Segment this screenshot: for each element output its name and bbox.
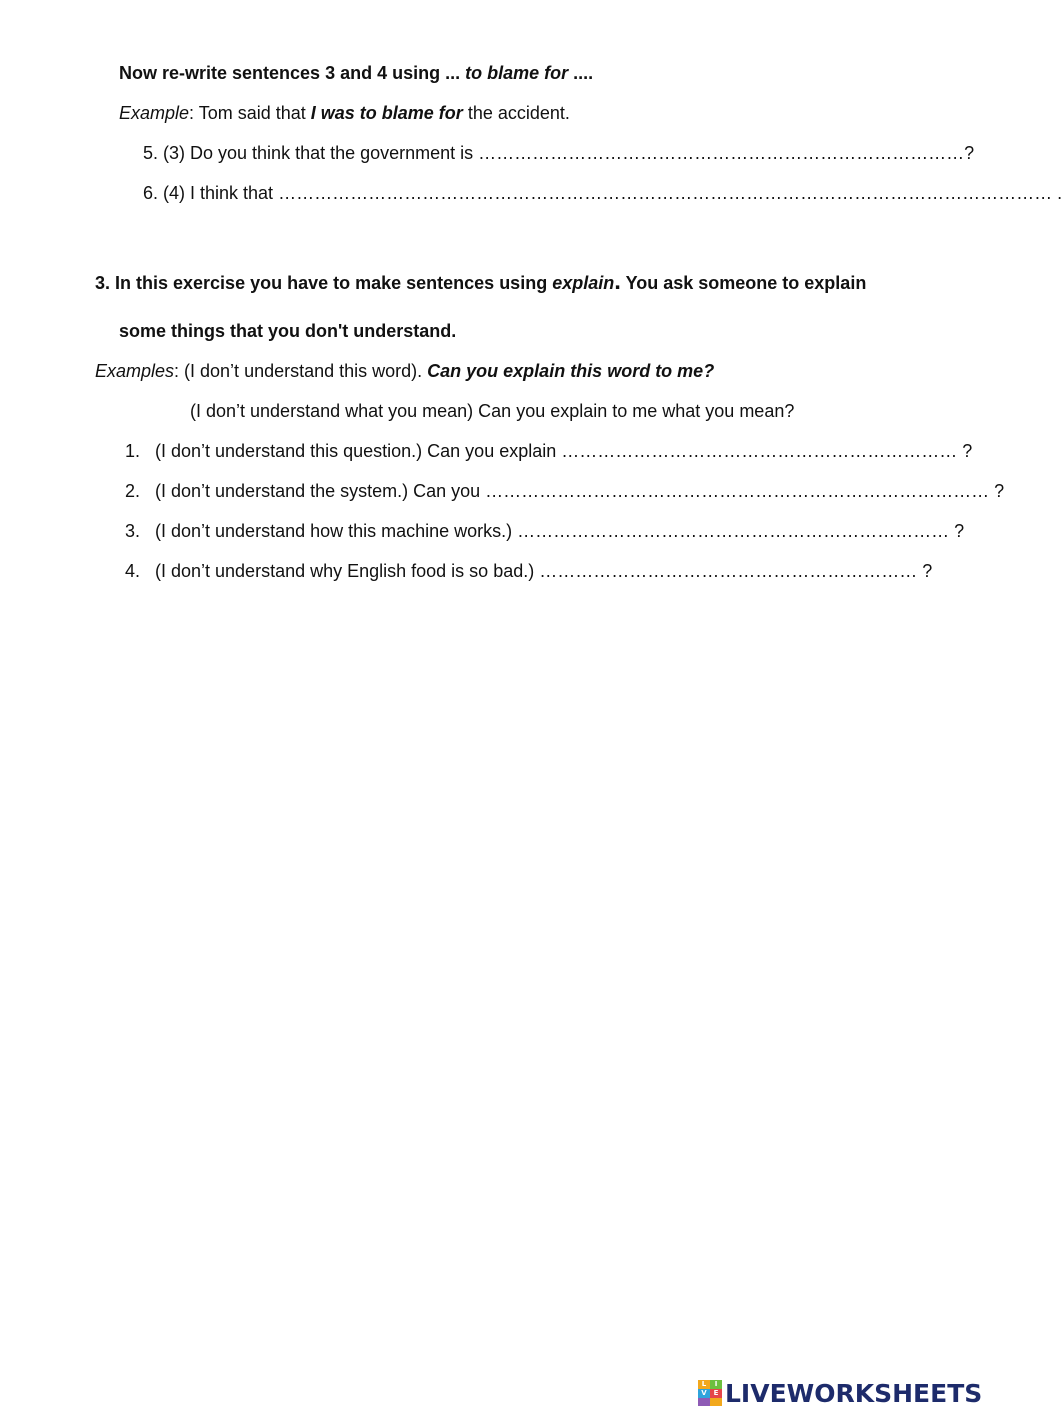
exercise-item-2 bbox=[125, 480, 1004, 502]
exercise-item-text: (I don’t understand the system.) Can you bbox=[155, 481, 486, 501]
exercise-item-5 bbox=[143, 142, 974, 164]
example-intro: : Tom said that bbox=[189, 103, 311, 123]
exercise-item-3 bbox=[125, 520, 964, 542]
exercise-item-text: (I don’t understand how this machine works.) bbox=[155, 521, 518, 541]
example-1-plain: : (I don’t understand this word). bbox=[174, 361, 428, 381]
exercise-item-end: ? bbox=[917, 561, 933, 581]
logo-mark-icon bbox=[698, 1380, 722, 1406]
rewrite-instruction-phrase: to blame for bbox=[465, 63, 569, 83]
logo-tile: E bbox=[710, 1389, 722, 1398]
rewrite-instruction-prefix: Now re-write sentences 3 and 4 using ... bbox=[119, 63, 466, 83]
answer-blank[interactable]: ………………………………………………………… bbox=[561, 441, 958, 461]
example-1-answer: Can you explain this word to me? bbox=[427, 361, 715, 381]
rewrite-instruction-suffix: .... bbox=[568, 63, 594, 83]
exercise-item-end: ? bbox=[964, 143, 975, 163]
item-number: 2. bbox=[125, 481, 141, 501]
heading-part1: 3. In this exercise you have to make sentences using bbox=[95, 273, 553, 293]
logo-tile: L bbox=[698, 1380, 710, 1389]
exercise-item-4 bbox=[125, 560, 932, 582]
item-number: 4. bbox=[125, 561, 141, 581]
answer-blank[interactable]: ……………………………………………………… bbox=[539, 561, 918, 581]
liveworksheets-logo[interactable] bbox=[698, 1376, 982, 1410]
answer-blank[interactable]: ……………………………………………………………………… bbox=[478, 143, 965, 163]
exercise-item-end: ? bbox=[957, 441, 973, 461]
rewrite-example bbox=[119, 102, 570, 124]
section-3-heading-line2: some things that you don't understand. bbox=[119, 321, 457, 341]
example-label: Example bbox=[119, 103, 190, 123]
answer-blank[interactable]: ……………………………………………………………… bbox=[517, 521, 950, 541]
answer-blank[interactable]: ………………………………………………………………………………………………………………… bbox=[278, 183, 1053, 203]
answer-blank[interactable]: ………………………………………………………………………… bbox=[485, 481, 990, 501]
heading-part2: You ask someone to explain bbox=[620, 273, 867, 293]
example-key-phrase: I was to blame for bbox=[310, 103, 463, 123]
examples-label: Examples bbox=[95, 361, 175, 381]
exercise-item-6 bbox=[143, 182, 1062, 204]
section-3-example-2: (I don’t understand what you mean) Can you explain to me what you mean? bbox=[190, 401, 795, 421]
logo-tile bbox=[698, 1398, 710, 1406]
exercise-item-text: (I don’t understand why English food is so bad.) bbox=[155, 561, 540, 581]
section-3-example-1 bbox=[95, 360, 714, 382]
rewrite-instruction bbox=[119, 62, 593, 84]
item-number: 3. bbox=[125, 521, 141, 541]
section-3-heading bbox=[95, 268, 867, 295]
logo-tile bbox=[710, 1398, 722, 1406]
exercise-item-text: (I don’t understand this question.) Can you explain bbox=[155, 441, 562, 461]
logo-tile: I bbox=[710, 1380, 722, 1389]
logo-tile: V bbox=[698, 1389, 710, 1398]
exercise-item-end: ? bbox=[949, 521, 965, 541]
exercise-item-text: 5. (3) Do you think that the government is bbox=[143, 143, 479, 163]
exercise-item-end: ? bbox=[989, 481, 1005, 501]
example-tail: the accident. bbox=[462, 103, 570, 123]
exercise-item-text: 6. (4) I think that bbox=[143, 183, 279, 203]
heading-keyword: explain bbox=[552, 273, 615, 293]
logo-text: LIVEWORKSHEETS bbox=[725, 1378, 983, 1408]
heading-period: . bbox=[614, 268, 621, 295]
item-number: 1. bbox=[125, 441, 141, 461]
exercise-item-1 bbox=[125, 440, 972, 462]
exercise-item-end: . bbox=[1052, 183, 1062, 203]
